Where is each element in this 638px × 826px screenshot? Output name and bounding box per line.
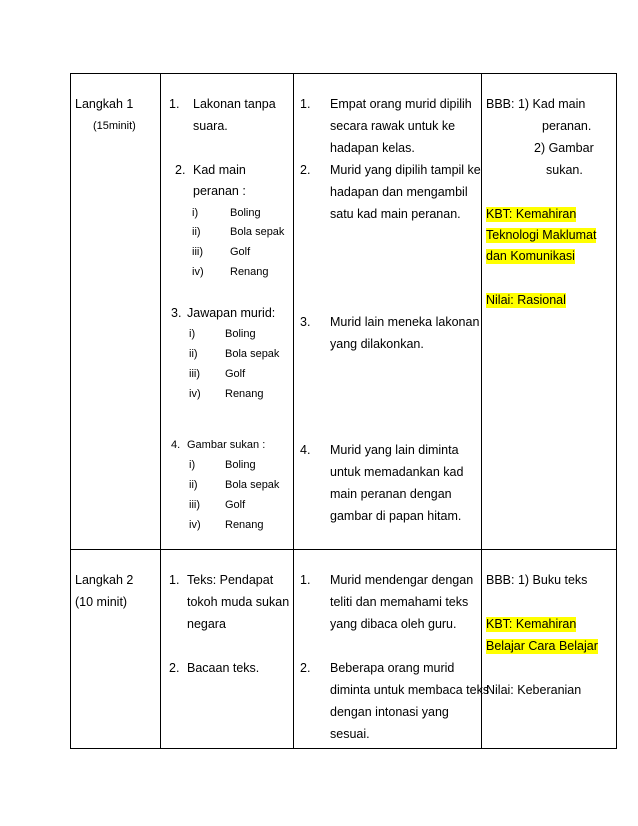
table-border-right (616, 73, 617, 749)
list-item: satu kad main peranan. (330, 207, 461, 221)
roman-numeral: iv) (192, 266, 204, 278)
sub-item: Renang (225, 519, 264, 531)
column-divider-3 (481, 73, 482, 749)
list-item: secara rawak untuk ke (330, 119, 456, 133)
table-border-bottom (70, 748, 617, 749)
list-item: peranan : (193, 184, 246, 198)
roman-numeral: ii) (189, 479, 198, 491)
kbt-text: Belajar Cara Belajar (486, 639, 598, 653)
nilai-text: Nilai: Rasional (486, 293, 566, 307)
sub-item: Boling (230, 207, 261, 219)
sub-item: Bola sepak (225, 479, 280, 491)
kbt-text: dan Komunikasi (486, 249, 575, 263)
list-item: tokoh muda sukan (187, 595, 290, 609)
list-item: Lakonan tanpa (193, 97, 276, 111)
step-duration: (10 minit) (75, 595, 128, 609)
roman-numeral: iv) (189, 388, 201, 400)
list-number: 2. (169, 661, 180, 675)
list-item: teliti dan memahami teks (330, 595, 469, 609)
list-number: 2. (300, 661, 311, 675)
list-item: hadapan kelas. (330, 141, 415, 155)
list-item: Jawapan murid: (187, 306, 276, 320)
list-number: 1. (300, 573, 311, 587)
table-border-left (70, 73, 71, 749)
sub-item: Golf (230, 246, 251, 258)
sub-item: Renang (230, 266, 269, 278)
roman-numeral: iv) (189, 519, 201, 531)
bbb-text: peranan. (542, 119, 592, 133)
sub-item: Bola sepak (225, 348, 280, 360)
list-number: 2. (175, 163, 186, 177)
roman-numeral: iii) (189, 499, 200, 511)
list-item: Empat orang murid dipilih (330, 97, 472, 111)
bbb-text: BBB: 1) Kad main (486, 97, 586, 111)
list-item: diminta untuk membaca teks (330, 683, 490, 697)
roman-numeral: ii) (192, 226, 201, 238)
bbb-text: sukan. (546, 163, 583, 177)
step-label: Langkah 1 (75, 97, 134, 111)
kbt-text: Teknologi Maklumat (486, 228, 597, 242)
sub-item: Boling (225, 459, 256, 471)
list-item: Murid mendengar dengan (330, 573, 474, 587)
list-item: gambar di papan hitam. (330, 509, 462, 523)
roman-numeral: i) (189, 328, 196, 340)
step-label: Langkah 2 (75, 573, 134, 587)
list-item: sesuai. (330, 727, 370, 741)
list-number: 4. (300, 443, 311, 457)
list-item: Kad main (193, 163, 246, 177)
column-divider-2 (293, 73, 294, 749)
nilai-text: Nilai: Keberanian (486, 683, 582, 697)
list-item: Murid lain meneka lakonan (330, 315, 480, 329)
sub-item: Bola sepak (230, 226, 285, 238)
list-item: Teks: Pendapat (187, 573, 274, 587)
column-divider-1 (160, 73, 161, 749)
list-item: dengan intonasi yang (330, 705, 449, 719)
step-duration: (15minit) (93, 120, 136, 132)
table-border-top (70, 73, 617, 74)
sub-item: Golf (225, 499, 246, 511)
list-item: Murid yang dipilih tampil ke (330, 163, 481, 177)
sub-item: Golf (225, 368, 246, 380)
table-row-divider (70, 549, 617, 550)
list-number: 3. (300, 315, 311, 329)
list-item: Gambar sukan : (187, 439, 266, 451)
list-item: suara. (193, 119, 228, 133)
list-number: 4. (171, 439, 181, 451)
sub-item: Boling (225, 328, 256, 340)
kbt-text: KBT: Kemahiran (486, 617, 577, 631)
list-item: hadapan dan mengambil (330, 185, 468, 199)
list-number: 1. (169, 573, 180, 587)
sub-item: Renang (225, 388, 264, 400)
list-number: 3. (171, 306, 182, 320)
roman-numeral: iii) (192, 246, 203, 258)
list-item: yang dilakonkan. (330, 337, 424, 351)
roman-numeral: ii) (189, 348, 198, 360)
bbb-text: BBB: 1) Buku teks (486, 573, 588, 587)
list-item: Beberapa orang murid (330, 661, 455, 675)
list-item: untuk memadankan kad (330, 465, 464, 479)
list-item: Murid yang lain diminta (330, 443, 459, 457)
list-number: 2. (300, 163, 311, 177)
list-item: Bacaan teks. (187, 661, 260, 675)
list-number: 1. (300, 97, 311, 111)
roman-numeral: i) (192, 207, 199, 219)
kbt-text: KBT: Kemahiran (486, 207, 577, 221)
list-item: negara (187, 617, 226, 631)
roman-numeral: iii) (189, 368, 200, 380)
list-item: main peranan dengan (330, 487, 452, 501)
list-number: 1. (169, 97, 180, 111)
list-item: yang dibaca oleh guru. (330, 617, 457, 631)
roman-numeral: i) (189, 459, 196, 471)
bbb-text: 2) Gambar (534, 141, 594, 155)
